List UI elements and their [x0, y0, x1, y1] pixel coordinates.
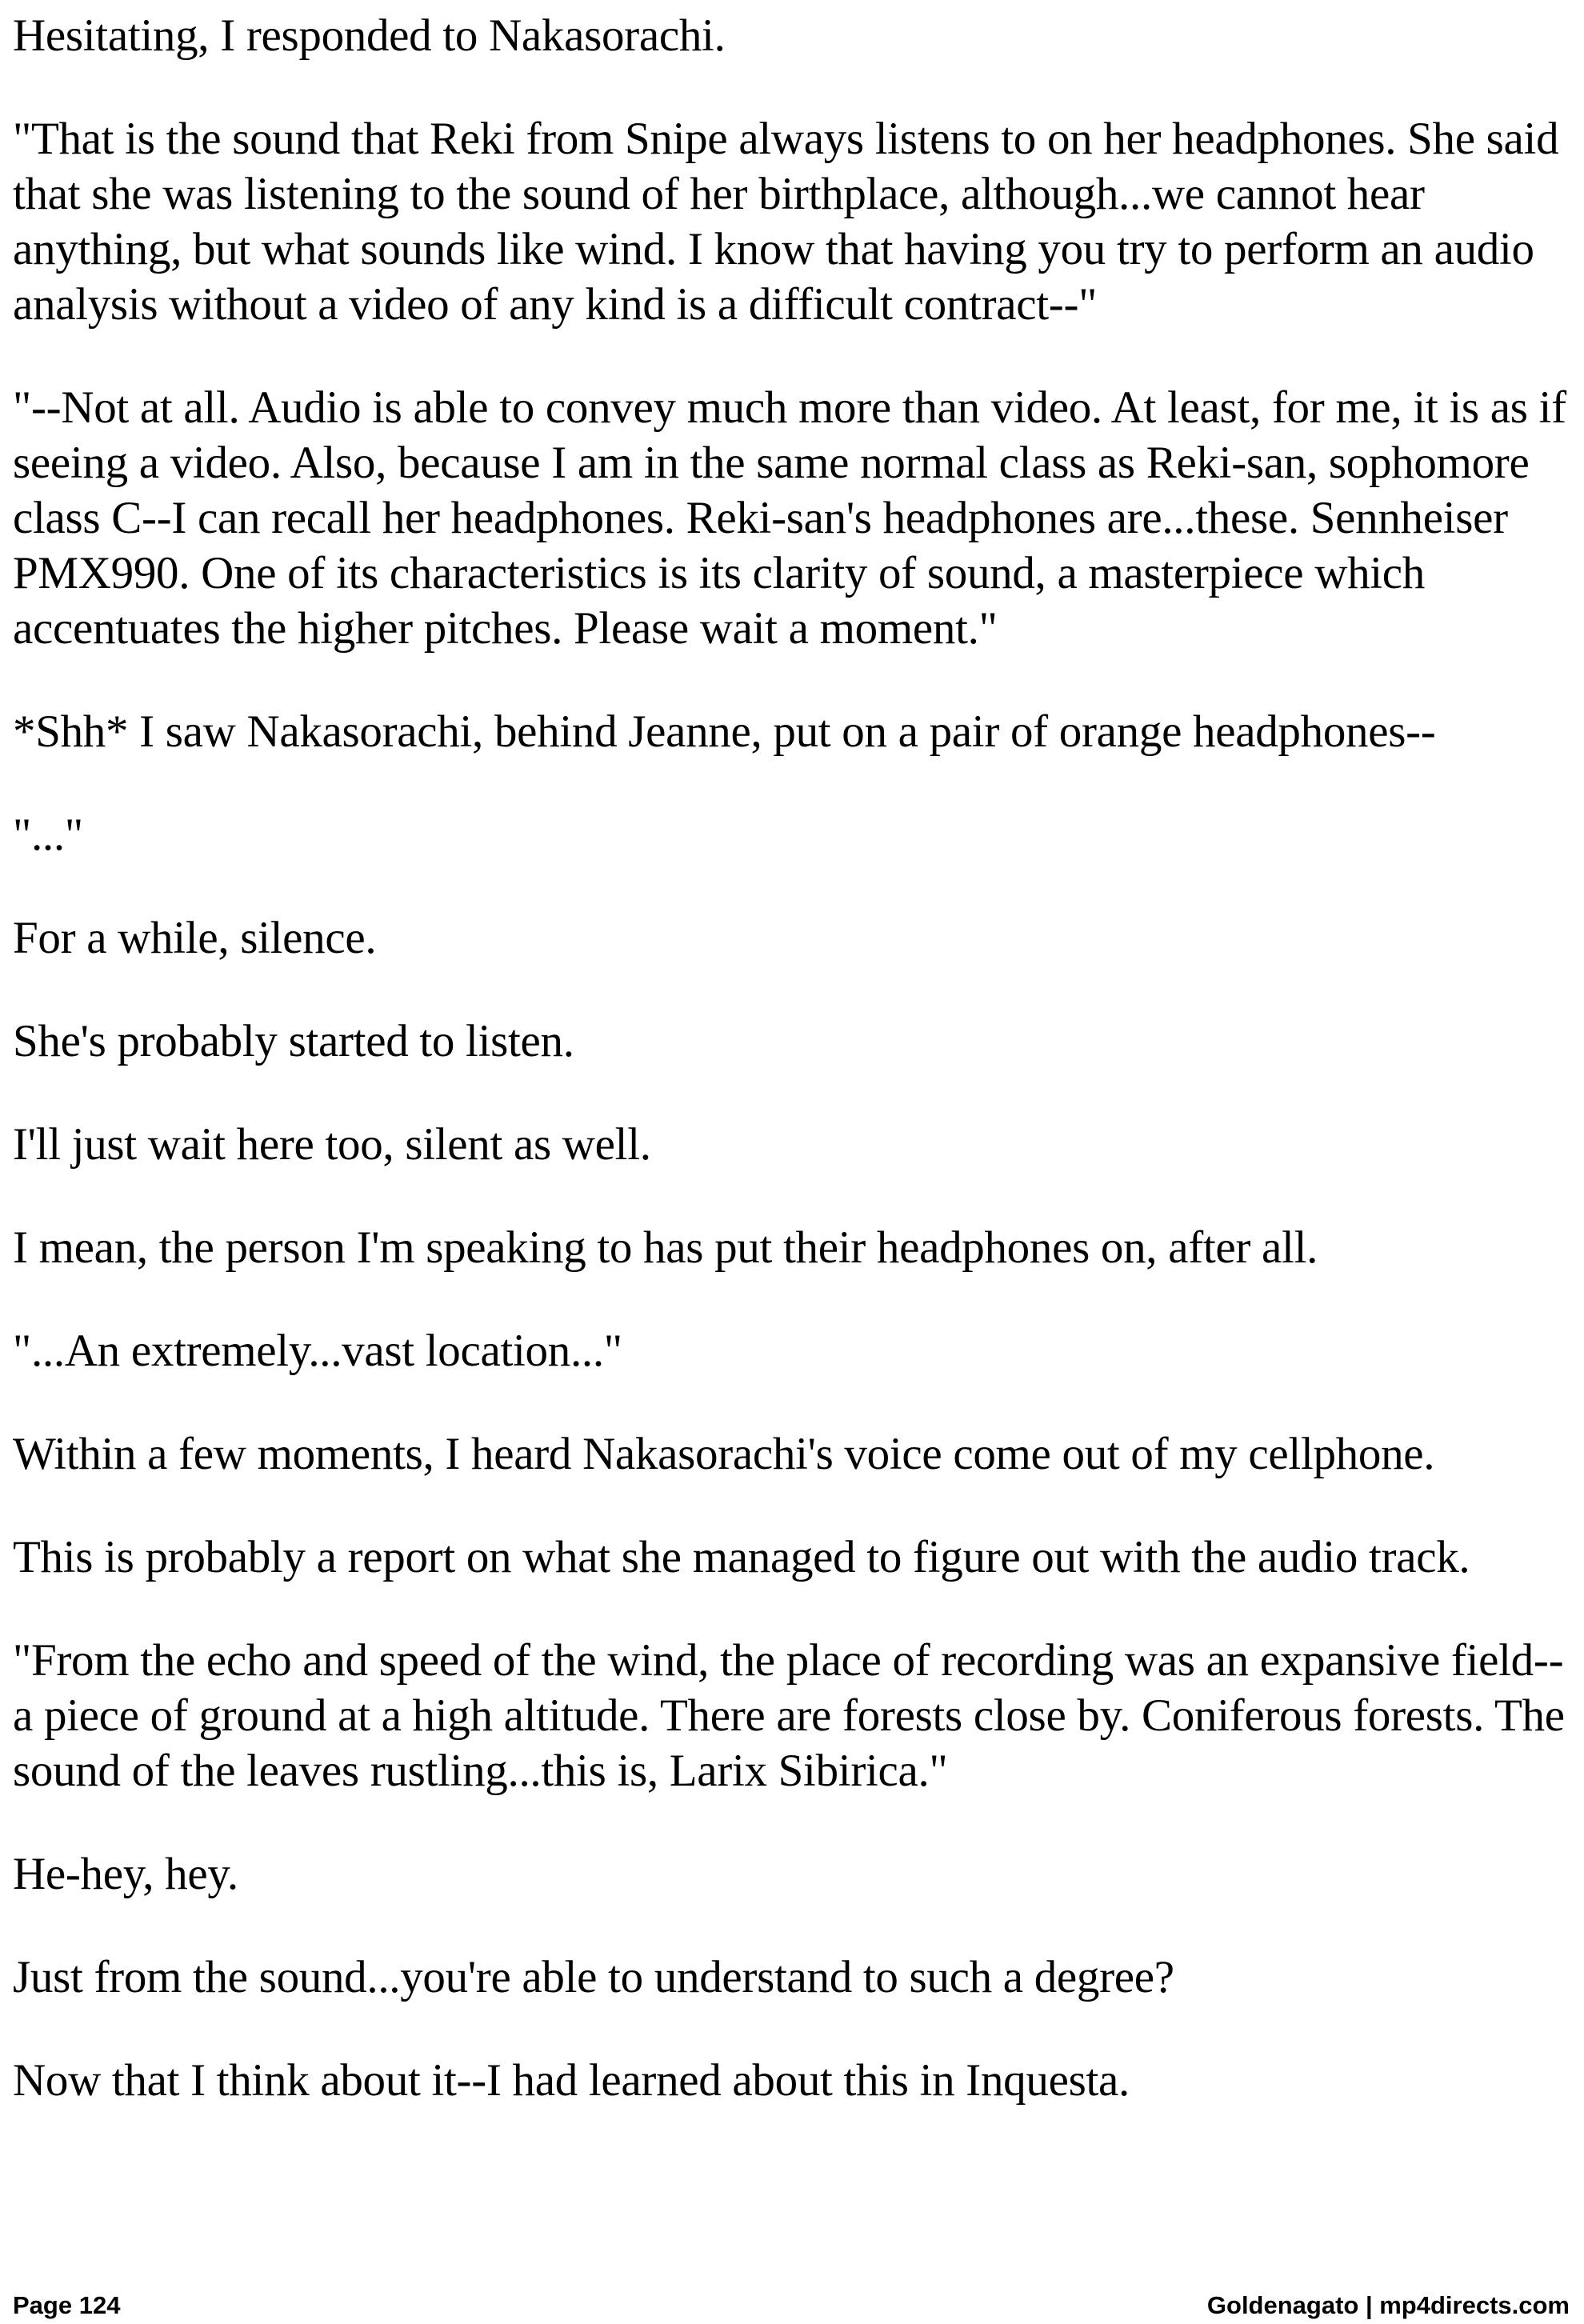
- paragraph: "...An extremely...vast location...": [13, 1326, 622, 1376]
- paragraph: I'll just wait here too, silent as well.: [13, 1119, 651, 1170]
- page-footer: [13, 2290, 1570, 2322]
- paragraph: "...": [13, 810, 83, 860]
- paragraph: For a while, silence.: [13, 913, 377, 963]
- document-body: [13, 0, 1573, 2156]
- paragraph: This is probably a report on what she managed to figure out with the audio track.: [13, 1532, 1470, 1582]
- paragraph: Just from the sound...you're able to understand to such a degree?: [13, 1952, 1174, 2002]
- paragraph: Hesitating, I responded to Nakasorachi.: [13, 10, 726, 61]
- page-number: Page 124: [13, 2291, 121, 2319]
- footer-credit: Goldenagato | mp4directs.com: [1206, 2291, 1570, 2319]
- paragraph: Now that I think about it--I had learned about this in Inquesta.: [13, 2055, 1130, 2106]
- paragraph: I mean, the person I'm speaking to has put their headphones on, after all.: [13, 1222, 1318, 1273]
- paragraph: "--Not at all. Audio is able to convey much more than video. At least, for me, it is as if seeing a video. Also, because I am in the same normal class as Reki-san, sophomore class C--I can recall her headphones. Reki-san's headphones are...these. Sennheiser PMX990. One of its characteristics is its clarity of sound, a masterpiece which accentuates the higher pitches. Please wait a moment.": [13, 382, 1566, 654]
- paragraph: Within a few moments, I heard Nakasorachi's voice come out of my cellphone.: [13, 1429, 1435, 1479]
- paragraph: She's probably started to listen.: [13, 1016, 574, 1066]
- paragraph: *Shh* I saw Nakasorachi, behind Jeanne, put on a pair of orange headphones--: [13, 706, 1436, 757]
- paragraph: He-hey, hey.: [13, 1849, 238, 1899]
- paragraph: "From the echo and speed of the wind, the place of recording was an expansive field--a piece of ground at a high altitude. There are forests close by. Coniferous forests. The sound of the leaves rustling...this is, Larix Sibirica.": [13, 1635, 1565, 1796]
- paragraph: "That is the sound that Reki from Snipe always listens to on her headphones. She said that she was listening to the sound of her birthplace, although...we cannot hear anything, but what sounds like wind. I know that having you try to perform an audio analysis without a video of any kind is a difficult contract--": [13, 114, 1559, 330]
